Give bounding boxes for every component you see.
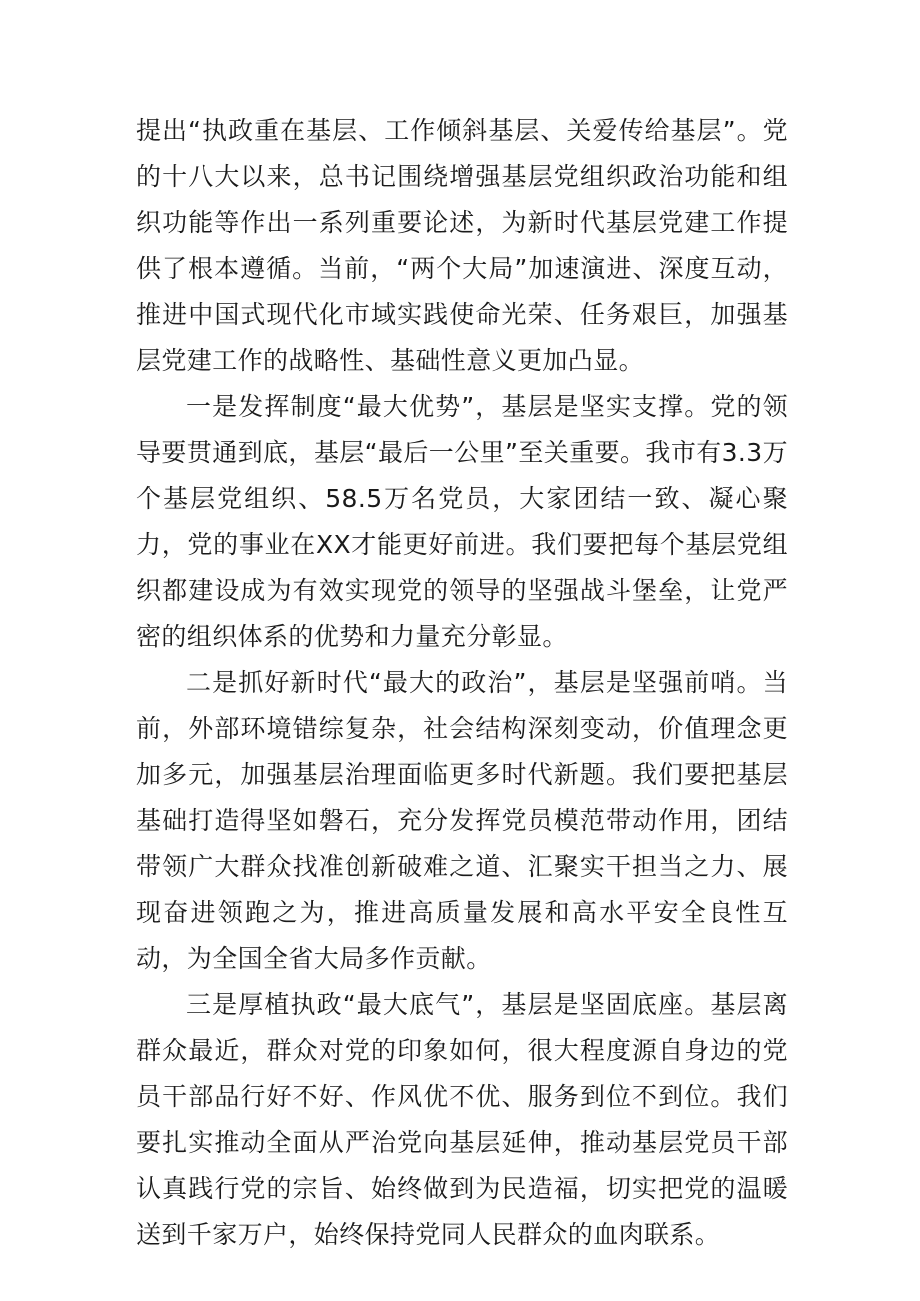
paragraph-point-two: 二是抓好新时代“最大的政治”，基层是坚强前哨。当前，外部环境错综复杂，社会结构深刻变动，价值理念更加多元，加强基层治理面临更多时代新题。我们要把基层基础打造得坚如磐石，充分发挥党员模范带动作用，团结带领广大群众找准创新破难之道、汇聚实干担当之力、展现奋进领跑之为，推进高质量发展和高水平安全良性互动，为全国全省大局多作贡献。 — [136, 668, 788, 973]
paragraph-point-one: 一是发挥制度“最大优势”，基层是坚实支撑。党的领导要贯通到底，基层“最后一公里”至关重要。我市有3.3万个基层党组织、58.5万名党员，大家团结一致、凝心聚力，党的事业在XX才能更好前进。我们要把每个基层党组织都建设成为有效实现党的领导的坚强战斗堡垒，让党严密的组织体系的优势和力量充分彰显。 — [136, 392, 788, 651]
paragraph-point-three: 三是厚植执政“最大底气”，基层是坚固底座。基层离群众最近，群众对党的印象如何，很大程度源自身边的党员干部品行好不好、作风优不优、服务到位不到位。我们要扎实推动全面从严治党向基层延伸，推动基层党员干部认真践行党的宗旨、始终做到为民造福，切实把党的温暖送到千家万户，始终保持党同人民群众的血肉联系。 — [136, 990, 788, 1249]
paragraph-intro: 提出“执政重在基层、工作倾斜基层、关爱传给基层”。党的十八大以来，总书记围绕增强基层党组织政治功能和组织功能等作出一系列重要论述，为新时代基层党建工作提供了根本遵循。当前，“两个大局”加速演进、深度互动，推进中国式现代化市域实践使命光荣、任务艰巨，加强基层党建工作的战略性、基础性意义更加凸显。 — [136, 116, 788, 375]
document-page — [136, 108, 788, 1258]
